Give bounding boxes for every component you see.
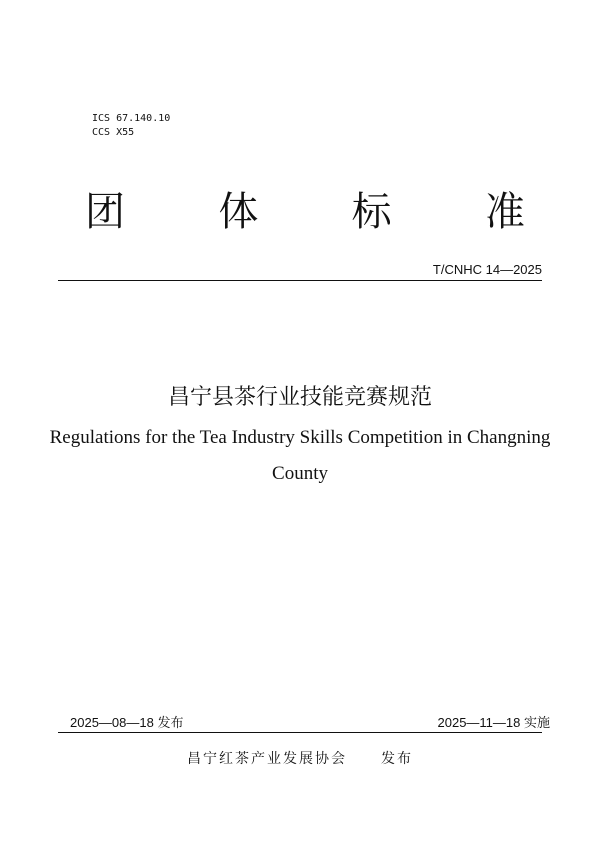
document-type-heading [80, 180, 530, 236]
classification-codes [92, 112, 170, 140]
implementation-date: 2025—11—18 实施 [437, 715, 550, 730]
publisher-org: 昌宁红茶产业发展协会 [187, 751, 347, 767]
doc-type-char: 体 [218, 188, 259, 235]
doc-type-char: 团 [85, 188, 125, 235]
doc-type-char: 准 [484, 188, 525, 235]
publish-label: 发布 [381, 751, 413, 767]
publisher-line [0, 748, 600, 768]
ccs-code: CCS X55 [92, 127, 135, 138]
bottom-divider [58, 732, 542, 733]
date-row [70, 712, 550, 731]
top-divider [58, 280, 542, 281]
title-chinese: 昌宁县茶行业技能竞赛规范 [167, 385, 432, 410]
title-english: Regulations for the Tea Industry Skills Competition in Changning County [49, 427, 551, 484]
standard-number: T/CNHC 14—2025 [432, 262, 542, 277]
ics-code: ICS 67.140.10 [92, 113, 171, 124]
issue-date: 2025—08—18 发布 [70, 715, 184, 730]
doc-type-char: 标 [351, 188, 392, 235]
